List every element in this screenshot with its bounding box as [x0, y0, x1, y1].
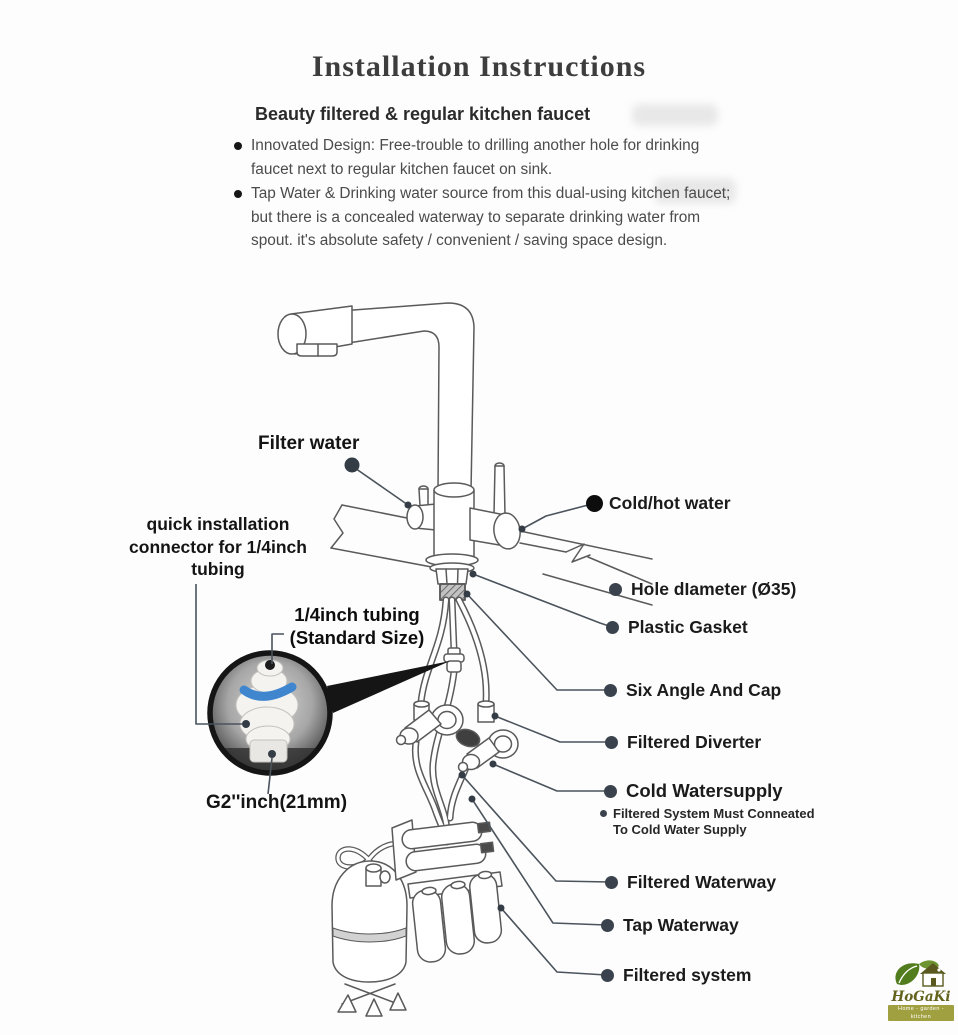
- bullet-text: Tap Water & Drinking water source from this dual-using kitchen faucet; but there is a concealed waterway to separate drinking water from spout. it's absolute safety / convenient / saving space design.: [251, 185, 731, 249]
- label-line: (Standard Size): [289, 627, 425, 648]
- label-connection-note: [600, 806, 815, 837]
- label-bullet: [605, 876, 618, 889]
- label-bullet: [604, 684, 617, 697]
- note-text: [613, 806, 815, 837]
- filter-system-drawing: [332, 820, 503, 1016]
- label-bullet: [601, 919, 614, 932]
- label-tap-waterway: [601, 911, 739, 939]
- label-text: Filtered Diverter: [627, 731, 762, 752]
- label-bullet: [609, 583, 622, 596]
- label-text: Plastic Gasket: [628, 616, 748, 637]
- logo-tagline: Home - garden - kitchen: [888, 1005, 954, 1021]
- quick-connector-drawing: [444, 648, 464, 672]
- label-bullet: [606, 621, 619, 634]
- label-cold-watersupply: [604, 777, 783, 805]
- label-filter-water: Filter water: [258, 433, 360, 454]
- brand-logo: [888, 958, 954, 1021]
- label-quick-connector: quick installation connector for 1/4inch tubing: [129, 514, 307, 579]
- label-text: Tap Waterway: [623, 914, 739, 935]
- label-six-angle-cap: [604, 676, 781, 704]
- label-line: 1/4inch tubing: [294, 604, 420, 625]
- label-text: Six Angle And Cap: [626, 679, 782, 700]
- label-bullet: [604, 785, 617, 798]
- label-cold-hot-water: [586, 489, 731, 517]
- label-filtered-diverter: [605, 728, 761, 756]
- label-text: Hole dIameter (Ø35): [631, 578, 797, 599]
- note-line: To Cold Water Supply: [613, 821, 747, 837]
- label-g2-inch: G2''inch(21mm): [206, 792, 348, 813]
- label-filtered-waterway: [605, 868, 776, 896]
- bullet-text: Innovated Design: Free-trouble to drilling another hole for drinking faucet next to regular kitchen faucet on sink.: [251, 137, 700, 178]
- label-text: Filtered system: [623, 964, 752, 985]
- logo-leaf-house-icon: [893, 958, 949, 990]
- label-bullet: [605, 736, 618, 749]
- label-text: Filtered Waterway: [627, 871, 777, 892]
- label-quarter-inch-tubing: [272, 603, 442, 649]
- label-plastic-gasket: [606, 613, 748, 641]
- page-title: Installation Instructions: [311, 50, 647, 83]
- logo-name: HoGaKi: [891, 989, 951, 1005]
- label-bullet: [601, 969, 614, 982]
- note-line: Filtered System Must Conneated: [613, 806, 815, 821]
- label-text: Cold Watersupply: [626, 780, 783, 801]
- label-hole-diameter: [609, 575, 796, 603]
- label-bullet: [586, 495, 603, 512]
- label-bullet: [600, 810, 607, 817]
- subtitle: Beauty filtered & regular kitchen faucet: [255, 104, 591, 124]
- label-text: Cold/hot water: [609, 492, 731, 513]
- label-filtered-system: [601, 961, 751, 989]
